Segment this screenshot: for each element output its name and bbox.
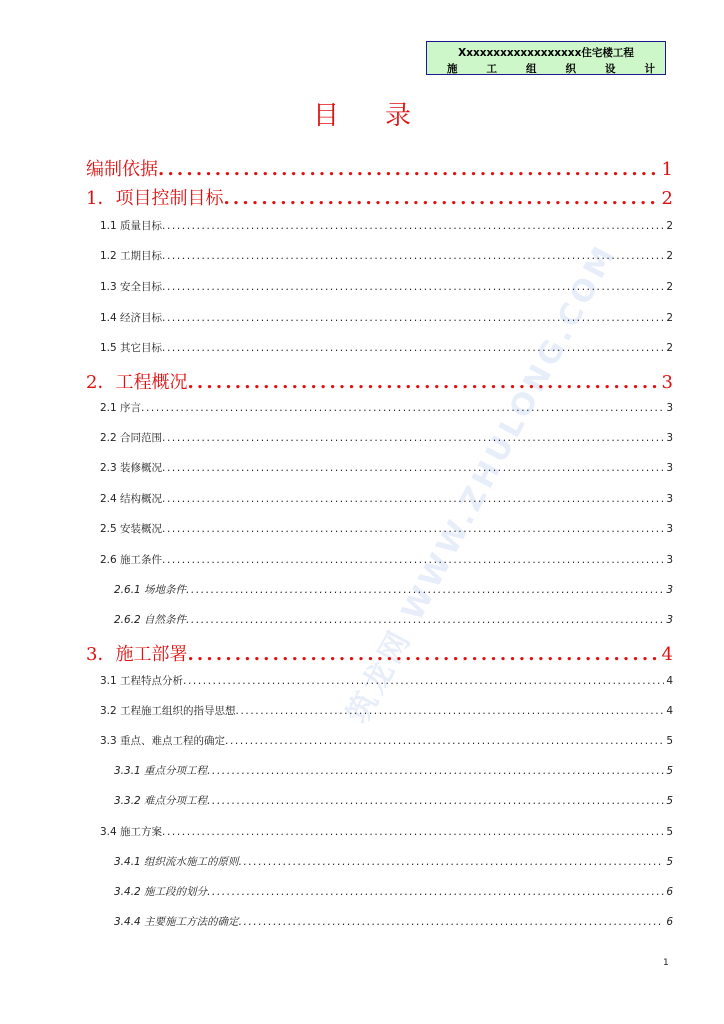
toc-entry-page: 1 <box>661 159 673 180</box>
toc-entry-level-3[interactable] <box>114 914 673 928</box>
toc-dot-leader <box>225 735 664 747</box>
toc-entry-level-2[interactable] <box>100 218 673 232</box>
toc-entry-label: 3.4.2 施工段的划分 <box>114 886 208 898</box>
toc-entry-label: 3.4.1 组织流水施工的原则 <box>114 856 239 868</box>
toc-dot-leader <box>187 644 659 665</box>
toc-entry-page: 2 <box>666 342 673 354</box>
toc-entry-level-3[interactable] <box>114 763 673 777</box>
toc-entry-page: 4 <box>666 705 673 717</box>
toc-entry-page: 3 <box>666 523 673 535</box>
toc-entry-page: 5 <box>666 735 673 747</box>
toc-entry-label: 1.5 其它目标 <box>100 342 163 354</box>
toc-entry-level-2[interactable] <box>100 460 673 474</box>
toc-entry-level-2[interactable] <box>100 248 673 262</box>
toc-entry-label: 3.3.1 重点分项工程 <box>114 765 208 777</box>
toc-entry-level-2[interactable] <box>100 400 673 414</box>
header-char: 织 <box>565 63 576 75</box>
toc-entry-label: 1.2 工期目标 <box>100 250 163 262</box>
toc-entry-label: 2.6 施工条件 <box>100 554 163 566</box>
toc-dot-leader <box>187 372 659 393</box>
toc-entry-page: 5 <box>666 856 673 868</box>
toc-entry-page: 3 <box>666 584 673 596</box>
toc-dot-leader <box>141 402 664 414</box>
toc-entry-page: 2 <box>666 250 673 262</box>
toc-entry-page: 2 <box>666 312 673 324</box>
toc-entry-page: 6 <box>666 916 673 928</box>
toc-dot-leader <box>158 159 660 180</box>
toc-entry-label: 2.2 合同范围 <box>100 432 163 444</box>
toc-entry-page: 3 <box>666 462 673 474</box>
header-char: 组 <box>526 63 537 75</box>
toc-entry-label: 1.3 安全目标 <box>100 281 163 293</box>
toc-dot-leader <box>162 523 664 535</box>
toc-entry-level-2[interactable] <box>100 340 673 354</box>
toc-entry-level-2[interactable] <box>100 310 673 324</box>
page-number: 1 <box>663 958 669 968</box>
toc-dot-leader <box>207 886 664 898</box>
toc-entry-label: 3.4 施工方案 <box>100 826 163 838</box>
toc-dot-leader <box>239 916 665 928</box>
toc-dot-leader <box>162 462 664 474</box>
toc-entry-label: 2．工程概况 <box>86 372 188 393</box>
toc-entry-page: 2 <box>666 220 673 232</box>
toc-entry-label: 1.4 经济目标 <box>100 312 163 324</box>
toc-entry-page: 3 <box>666 614 673 626</box>
toc-entry-page: 5 <box>666 765 673 777</box>
toc-entry-page: 3 <box>661 372 673 393</box>
toc-entry-level-2[interactable] <box>100 703 673 717</box>
toc-entry-level-1[interactable] <box>86 368 673 392</box>
toc-dot-leader <box>207 795 664 807</box>
toc-dot-leader <box>162 554 664 566</box>
toc-dot-leader <box>162 312 664 324</box>
watermark: 筑龙网 WWW.ZHULONG.COM <box>340 237 624 730</box>
toc-dot-leader <box>186 614 664 626</box>
toc-dot-leader <box>239 856 665 868</box>
toc-entry-label: 1.1 质量目标 <box>100 220 163 232</box>
toc-entry-level-2[interactable] <box>100 430 673 444</box>
toc-dot-leader <box>223 188 659 209</box>
document-type <box>447 61 655 76</box>
toc-entry-level-2[interactable] <box>100 673 673 687</box>
toc-dot-leader <box>162 250 664 262</box>
toc-entry-label: 1．项目控制目标 <box>86 188 224 209</box>
toc-dot-leader <box>186 584 664 596</box>
toc-entry-level-2[interactable] <box>100 552 673 566</box>
toc-dot-leader <box>236 705 665 717</box>
toc-entry-page: 3 <box>666 402 673 414</box>
toc-dot-leader <box>162 342 664 354</box>
toc-dot-leader <box>162 281 664 293</box>
toc-entry-label: 3.4.4 主要施工方法的确定 <box>114 916 239 928</box>
toc-entry-level-2[interactable] <box>100 521 673 535</box>
toc-entry-label: 3．施工部署 <box>86 644 188 665</box>
toc-entry-page: 2 <box>661 188 673 209</box>
header-char: 设 <box>605 63 616 75</box>
toc-title: 目录 <box>312 101 457 131</box>
toc-entry-label: 编制依据 <box>86 159 158 180</box>
toc-dot-leader <box>183 675 664 687</box>
toc-entry-page: 2 <box>666 281 673 293</box>
toc-entry-label: 3.2 工程施工组织的指导思想 <box>100 705 236 717</box>
toc-entry-page: 3 <box>666 432 673 444</box>
toc-dot-leader <box>162 826 664 838</box>
toc-entry-level-3[interactable] <box>114 612 673 626</box>
toc-entry-page: 6 <box>666 886 673 898</box>
toc-entry-label: 3.3 重点、难点工程的确定 <box>100 735 226 747</box>
toc-entry-level-2[interactable] <box>100 733 673 747</box>
toc-dot-leader <box>162 493 664 505</box>
toc-entry-level-1[interactable] <box>86 640 673 664</box>
toc-entry-label: 2.6.2 自然条件 <box>114 614 187 626</box>
toc-entry-label: 2.1 序言 <box>100 402 142 414</box>
document-header-box <box>426 41 666 75</box>
project-name: Xxxxxxxxxxxxxxxxxx住宅楼工程 <box>458 47 634 59</box>
toc-entry-level-3[interactable] <box>114 854 673 868</box>
toc-entry-level-3[interactable] <box>114 793 673 807</box>
toc-dot-leader <box>162 220 664 232</box>
toc-entry-label: 2.6.1 场地条件 <box>114 584 187 596</box>
toc-entry-level-2[interactable] <box>100 491 673 505</box>
header-char: 计 <box>644 63 655 75</box>
toc-entry-level-2[interactable] <box>100 279 673 293</box>
toc-entry-page: 4 <box>661 644 673 665</box>
header-char: 施 <box>447 63 458 75</box>
toc-dot-leader <box>207 765 664 777</box>
toc-entry-page: 4 <box>666 675 673 687</box>
toc-entry-level-3[interactable] <box>114 884 673 898</box>
toc-entry-level-2[interactable] <box>100 824 673 838</box>
toc-entry-label: 2.4 结构概况 <box>100 493 163 505</box>
toc-entry-page: 5 <box>666 826 673 838</box>
header-char: 工 <box>486 63 497 75</box>
toc-entry-level-3[interactable] <box>114 582 673 596</box>
toc-entry-page: 3 <box>666 493 673 505</box>
toc-entry-label: 2.3 装修概况 <box>100 462 163 474</box>
toc-entry-level-1[interactable] <box>86 184 673 208</box>
toc-entry-level-1[interactable] <box>86 155 673 179</box>
toc-entry-label: 3.1 工程特点分析 <box>100 675 184 687</box>
toc-dot-leader <box>162 432 664 444</box>
toc-entry-label: 3.3.2 难点分项工程 <box>114 795 208 807</box>
toc-entry-page: 5 <box>666 795 673 807</box>
toc-entry-page: 3 <box>666 554 673 566</box>
toc-entry-label: 2.5 安装概况 <box>100 523 163 535</box>
